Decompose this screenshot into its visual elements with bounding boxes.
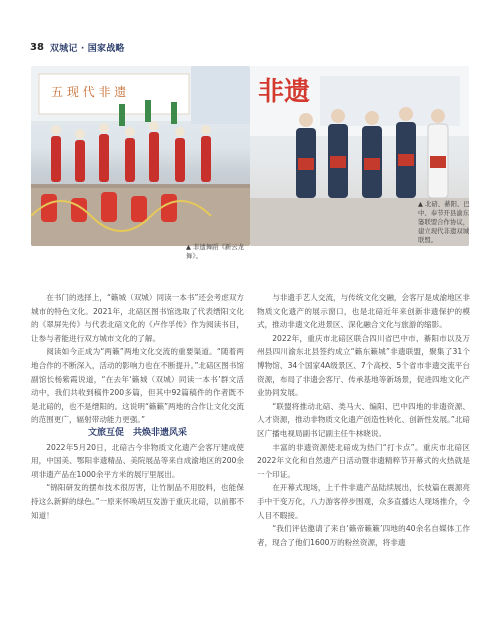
paragraph: 2022年，重庆市北碚区联合四川省巴中市、綦阳市以及万州县四川渝东北县签约成立“籁东籁城”非遗联盟，聚集了31个博物馆、34个国家4A级景区、7个高校、5个省市非遗交流平台资源，布局了非遗会客厅、传承基地等新场景，促进四地文化产业协同发展。 <box>257 333 470 398</box>
paragraph: “锦阳研发的摆布技术很厉害，让竹制品不用胶料，也能保持这么新鲜的绿色。”一原来怀唤胡互发游于重庆北碚，以前都不知道！ <box>31 483 244 520</box>
paragraph: 与非遗手艺人交流，与传统文化交融，会客厅是成渝地区非物质文化遗产的展示窗口，也是北碚近年来创新非遗保护的模式，推动非遗文化进景区、深化融合文化与旅游的缩影。 <box>257 293 470 330</box>
paragraph: 在开幕式现场，上千件非遗产品陆续展出，长枝篇在震源亮手中干变万化，八力游客停步围观，众多直播达人现场推介，令人目不暇接。 <box>257 483 470 520</box>
article-column-right <box>257 291 470 549</box>
paragraph: 在书门的选择上，“籁城（双城）同读一本书”还会考虑双方城市的特色文化。2021年，北碚区图书馆选取了代表缙阳文化的《翠屏先传》与代表北碚文化的《卢作孚传》作为阅读书目，让参与者能进行双方城市文化的了解。 <box>31 293 244 343</box>
photo-caption-right: ▲ 北碚、綦阳、巴中、奉节开县渝东篓联盟合作协议，建立现代非遗双城联盟。 <box>418 200 470 244</box>
photo-caption-left: ▲ 非遗舞蹈《新云龙舞》。 <box>186 243 245 260</box>
section-subheading: 文旅互促 共焕非遗风采 <box>87 427 187 438</box>
banner-text: 非遗 <box>258 77 311 107</box>
page-header <box>30 40 125 54</box>
article-column-left <box>31 291 244 522</box>
dance-scene-illustration <box>31 66 250 246</box>
paragraph: “我们评估邀请了来自‘籁帝籁籁’四地的40余名自媒体工作者，现合了他们1600万的粉丝资源，将非遗 <box>257 524 470 547</box>
section-title: 双城记 · 国家战略 <box>49 43 125 54</box>
paragraph: 丰富的非遗资源使北碚成为热门“打卡点”。重庆市北碚区2022年文化和自然遗产日活动暨非遗精粹节开幕式的火热就是一个印证。 <box>257 442 470 479</box>
photo-dance-performance <box>31 66 250 246</box>
banner-text: 五 现 代 非 遗 <box>51 85 127 99</box>
paragraph: 2022年5月20日，北碚古今非物质文化遗产会客厅建成使用，中国美、鄂阳非遗精品、美院展品等来自成渝地区的200余项非遗产品在1000余平方米的展厅里展出。 <box>31 442 244 479</box>
paragraph: “联盟将推动北碚、类马大、编阳、巴中四地的非遗资源、人才资源，推动非物质文化遗产创造性转化、创新性发展。”北碚区广播电视局副书记副主任牛林晓说。 <box>257 401 470 438</box>
page-number: 38 <box>30 41 44 53</box>
paragraph: 阅读如今正成为“两籁”两地文化交流的重要渠道。“随着两地合作的不断深入，活动的影响力也在不断提升。”北碚区图书馆副馆长杨紫霞说道，“在去年‘籁城（双城）同读一本书’群文活动中，我们共收到稿件200多篇，但其中92篇稿件的作者既不是北碚的，也不是缙阳的。这说明“籁籁”两地的合作让文化交流的范围更广，辐射带动能力更强。” <box>31 347 244 425</box>
